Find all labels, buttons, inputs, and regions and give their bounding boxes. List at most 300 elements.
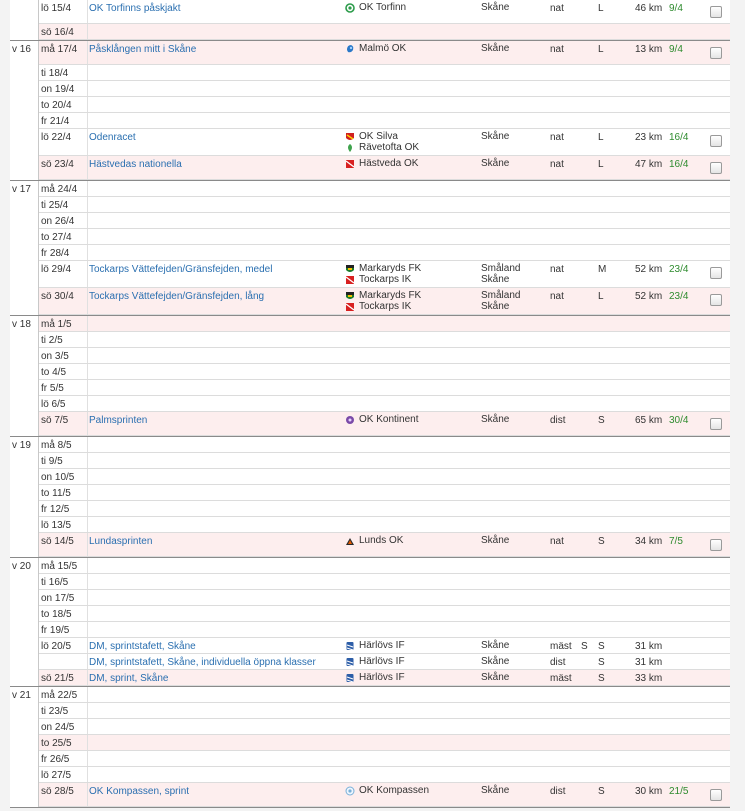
entry-deadline: 16/4 (669, 132, 689, 143)
club-logo-icon (345, 415, 355, 425)
week-group (10, 437, 730, 558)
organizer-list (345, 43, 406, 54)
column-divider (87, 412, 88, 435)
organizer-name: OK Torfinn (359, 2, 407, 13)
event-type: nat (550, 159, 564, 170)
district (481, 672, 509, 683)
day-row (39, 574, 730, 590)
entry-deadline: 9/4 (669, 3, 683, 14)
club-logo-icon (345, 44, 355, 54)
column-divider (87, 517, 88, 532)
day-date: fr 21/4 (41, 116, 70, 127)
day-row (39, 719, 730, 735)
column-divider (87, 735, 88, 750)
district-name: Skåne (481, 131, 510, 142)
day-date: fr 12/5 (41, 504, 70, 515)
club-logo-icon (345, 641, 355, 651)
distance-km: 65 km (635, 415, 663, 426)
event-flag: S (581, 641, 588, 652)
day-row (39, 622, 730, 638)
event-type: nat (550, 132, 564, 143)
day-date: ti 2/5 (41, 335, 63, 346)
column-divider (87, 703, 88, 718)
club-logo-icon (345, 264, 355, 274)
day-date: fr 28/4 (41, 248, 70, 259)
week-group (10, 316, 730, 437)
day-date: må 17/4 (41, 44, 78, 55)
event-row (39, 638, 730, 654)
district (481, 158, 509, 169)
column-divider (87, 751, 88, 766)
week-label: v 19 (12, 440, 31, 451)
week-rows (38, 41, 730, 180)
select-checkbox[interactable] (710, 267, 722, 279)
column-divider (87, 783, 88, 806)
day-row (39, 396, 730, 412)
event-name-link[interactable]: Tockarps Vättefejden/Gränsfejden, medel (89, 264, 273, 275)
organizer-name: OK Silva (359, 131, 398, 142)
column-divider (87, 0, 88, 23)
organizer (345, 131, 419, 142)
week-label: v 16 (12, 44, 31, 55)
day-date: to 27/4 (41, 232, 72, 243)
organizer (345, 263, 421, 274)
organizer-name: Lunds OK (359, 535, 404, 546)
entry-deadline: 16/4 (669, 159, 689, 170)
event-name-link[interactable]: Odenracet (89, 132, 136, 143)
district-name: Skåne (481, 301, 510, 312)
column-divider (87, 41, 88, 64)
organizer-list (345, 785, 429, 796)
distance-km: 13 km (635, 44, 663, 55)
column-divider (87, 719, 88, 734)
organizer (345, 301, 421, 312)
column-divider (87, 316, 88, 331)
event-type: mäst (550, 673, 572, 684)
club-logo-icon (345, 657, 355, 667)
week-group (10, 687, 730, 808)
organizer-list (345, 535, 403, 546)
event-name-link[interactable]: DM, sprintstafett, Skåne (89, 641, 196, 652)
organizer-name: Härlövs IF (359, 672, 405, 683)
district-name: Skåne (481, 656, 510, 667)
day-row (39, 453, 730, 469)
distance-km: 30 km (635, 786, 663, 797)
event-row (39, 783, 730, 807)
column-divider (87, 687, 88, 702)
day-row (39, 590, 730, 606)
organizer-name: Hästveda OK (359, 158, 419, 169)
organizer-name: OK Kontinent (359, 414, 419, 425)
day-date: ti 16/5 (41, 577, 69, 588)
day-row (39, 380, 730, 396)
district-name: Skåne (481, 274, 510, 285)
day-date: må 24/4 (41, 184, 78, 195)
organizer (345, 672, 405, 683)
district-name: Skåne (481, 640, 510, 651)
district-name: Skåne (481, 158, 510, 169)
organizer-name: Malmö OK (359, 43, 407, 54)
column-divider (87, 622, 88, 637)
column-divider (87, 590, 88, 605)
week-rows (38, 558, 730, 686)
organizer (345, 43, 406, 54)
column-divider (87, 380, 88, 395)
day-row (39, 517, 730, 533)
district (481, 414, 509, 425)
club-logo-icon (345, 291, 355, 301)
club-logo-icon (345, 3, 355, 13)
organizer-list (345, 2, 406, 13)
distance-km: 31 km (635, 641, 663, 652)
event-name-link[interactable]: OK Torfinns påskjakt (89, 3, 181, 14)
day-date: fr 5/5 (41, 383, 64, 394)
organizer (345, 640, 405, 651)
club-logo-icon (345, 275, 355, 285)
column-divider (87, 261, 88, 287)
event-type: dist (550, 786, 566, 797)
organizer-list (345, 158, 418, 169)
district (481, 640, 509, 651)
column-divider (87, 113, 88, 128)
day-row (39, 703, 730, 719)
day-row (39, 332, 730, 348)
event-type: dist (550, 415, 566, 426)
day-row (39, 348, 730, 364)
event-row (39, 0, 730, 24)
event-name-link[interactable]: Påsklången mitt i Skåne (89, 44, 197, 55)
event-row (39, 533, 730, 557)
select-checkbox[interactable] (710, 6, 722, 18)
club-logo-icon (345, 673, 355, 683)
distance-class: L (598, 3, 604, 14)
column-divider (87, 181, 88, 196)
column-divider (87, 453, 88, 468)
column-divider (87, 213, 88, 228)
organizer-list (345, 290, 421, 312)
day-date: on 3/5 (41, 351, 69, 362)
day-date: fr 19/5 (41, 625, 70, 636)
distance-km: 23 km (635, 132, 663, 143)
event-row (39, 261, 730, 288)
district-name: Skåne (481, 2, 510, 13)
club-logo-icon (345, 143, 355, 153)
distance-class: L (598, 132, 604, 143)
week-group (10, 41, 730, 181)
week-rows (38, 0, 730, 40)
column-divider (87, 606, 88, 621)
event-name-link[interactable]: DM, sprint, Skåne (89, 673, 169, 684)
event-row (39, 41, 730, 65)
day-row (39, 558, 730, 574)
column-divider (87, 229, 88, 244)
column-divider (87, 332, 88, 347)
day-date: lö 29/4 (41, 264, 72, 275)
week-rows (38, 316, 730, 436)
organizer-name: OK Kompassen (359, 785, 430, 796)
day-row (39, 97, 730, 113)
event-name-link[interactable]: OK Kompassen, sprint (89, 786, 190, 797)
district (481, 785, 509, 796)
organizer-list (345, 263, 421, 285)
column-divider (87, 469, 88, 484)
day-date: to 4/5 (41, 367, 67, 378)
day-date: må 1/5 (41, 319, 72, 330)
column-divider (87, 65, 88, 80)
select-checkbox[interactable] (710, 789, 722, 801)
district (481, 535, 509, 546)
day-row (39, 364, 730, 380)
column-divider (87, 24, 88, 39)
day-date: sö 21/5 (41, 673, 74, 684)
day-date: sö 23/4 (41, 159, 74, 170)
district-name: Skåne (481, 785, 510, 796)
organizer (345, 535, 403, 546)
select-checkbox[interactable] (710, 294, 722, 306)
column-divider (87, 574, 88, 589)
event-type: nat (550, 291, 564, 302)
distance-class: L (598, 159, 604, 170)
event-type: dist (550, 657, 566, 668)
distance-km: 52 km (635, 264, 663, 275)
column-divider (87, 156, 88, 179)
column-divider (87, 364, 88, 379)
distance-class: S (598, 415, 605, 426)
district-name: Småland (481, 290, 521, 301)
day-row (39, 197, 730, 213)
day-date: må 15/5 (41, 561, 78, 572)
club-logo-icon (345, 786, 355, 796)
entry-deadline: 23/4 (669, 291, 689, 302)
day-row (39, 181, 730, 197)
day-date: to 20/4 (41, 100, 72, 111)
select-checkbox[interactable] (710, 135, 722, 147)
day-date: lö 15/4 (41, 3, 72, 14)
event-type: mäst (550, 641, 572, 652)
organizer-list (345, 131, 419, 153)
column-divider (87, 654, 88, 669)
distance-km: 47 km (635, 159, 663, 170)
select-checkbox[interactable] (710, 47, 722, 59)
day-date: sö 7/5 (41, 415, 69, 426)
day-date: ti 25/4 (41, 200, 69, 211)
day-date: må 8/5 (41, 440, 72, 451)
event-name-link[interactable]: DM, sprintstafett, Skåne, individuella öppna klasser (89, 657, 316, 668)
distance-class: L (598, 44, 604, 55)
organizer-list (345, 640, 405, 651)
day-row (39, 767, 730, 783)
competition-calendar-table (10, 0, 730, 808)
event-name-link[interactable]: Hästvedas nationella (89, 159, 182, 170)
event-name-link[interactable]: Lundasprinten (89, 536, 153, 547)
column-divider (87, 638, 88, 653)
distance-km: 31 km (635, 657, 663, 668)
day-date: to 18/5 (41, 609, 72, 620)
event-name-link[interactable]: Tockarps Vättefejden/Gränsfejden, lång (89, 291, 265, 302)
distance-class: S (598, 673, 605, 684)
day-date: to 11/5 (41, 488, 71, 499)
organizer-name: Tockarps IK (359, 274, 412, 285)
distance-km: 33 km (635, 673, 663, 684)
week-rows (38, 437, 730, 557)
event-name-link[interactable]: Palmsprinten (89, 415, 148, 426)
club-logo-icon (345, 159, 355, 169)
week-label: v 18 (12, 319, 31, 330)
event-type: nat (550, 44, 564, 55)
day-row (39, 245, 730, 261)
district-name: Småland (481, 263, 521, 274)
organizer-name: Tockarps IK (359, 301, 412, 312)
column-divider (87, 670, 88, 685)
day-row (39, 501, 730, 517)
organizer-name: Rävetofta OK (359, 142, 420, 153)
day-row (39, 485, 730, 501)
day-row (39, 24, 730, 40)
week-label: v 20 (12, 561, 31, 572)
district (481, 2, 509, 13)
column-divider (87, 767, 88, 782)
day-row (39, 316, 730, 332)
event-type: nat (550, 536, 564, 547)
entry-deadline: 21/5 (669, 786, 689, 797)
entry-deadline: 30/4 (669, 415, 689, 426)
distance-class: S (598, 657, 605, 668)
organizer (345, 414, 418, 425)
distance-class: S (598, 786, 605, 797)
day-date: lö 6/5 (41, 399, 66, 410)
column-divider (87, 558, 88, 573)
organizer-name: Markaryds FK (359, 263, 422, 274)
day-date: sö 30/4 (41, 291, 74, 302)
organizer (345, 142, 419, 153)
column-divider (87, 485, 88, 500)
week-rows (38, 181, 730, 315)
district-name: Skåne (481, 672, 510, 683)
day-date: on 19/4 (41, 84, 75, 95)
column-divider (87, 501, 88, 516)
day-row (39, 751, 730, 767)
entry-deadline: 7/5 (669, 536, 683, 547)
event-row (39, 412, 730, 436)
column-divider (87, 129, 88, 155)
event-type: nat (550, 3, 564, 14)
entry-deadline: 23/4 (669, 264, 689, 275)
select-checkbox[interactable] (710, 162, 722, 174)
club-logo-icon (345, 536, 355, 546)
organizer (345, 274, 421, 285)
organizer (345, 656, 405, 667)
district-name: Skåne (481, 414, 510, 425)
day-date: on 24/5 (41, 722, 75, 733)
district (481, 131, 509, 142)
distance-km: 52 km (635, 291, 663, 302)
district (481, 263, 520, 285)
organizer-list (345, 656, 405, 667)
column-divider (87, 437, 88, 452)
day-date: on 10/5 (41, 472, 75, 483)
event-row (39, 129, 730, 156)
column-divider (87, 396, 88, 411)
organizer-list (345, 672, 405, 683)
day-row (39, 81, 730, 97)
event-row (39, 288, 730, 315)
day-date: ti 23/5 (41, 706, 69, 717)
day-date: sö 28/5 (41, 786, 74, 797)
day-date: lö 22/4 (41, 132, 72, 143)
distance-class: S (598, 641, 605, 652)
day-row (39, 229, 730, 245)
event-row (39, 654, 730, 670)
organizer-name: Härlövs IF (359, 640, 405, 651)
day-date: lö 27/5 (41, 770, 72, 781)
distance-class: L (598, 291, 604, 302)
day-date: ti 18/4 (41, 68, 69, 79)
column-divider (87, 348, 88, 363)
entry-deadline: 9/4 (669, 44, 683, 55)
column-divider (87, 533, 88, 556)
day-date: on 17/5 (41, 593, 75, 604)
organizer (345, 158, 418, 169)
day-date: lö 20/5 (41, 641, 72, 652)
day-row (39, 65, 730, 81)
district-name: Skåne (481, 43, 510, 54)
event-row (39, 156, 730, 180)
column-divider (87, 245, 88, 260)
district (481, 43, 509, 54)
column-divider (87, 97, 88, 112)
day-row (39, 687, 730, 703)
day-date: to 25/5 (41, 738, 72, 749)
day-date: må 22/5 (41, 690, 78, 701)
select-checkbox[interactable] (710, 418, 722, 430)
column-divider (87, 197, 88, 212)
district (481, 290, 520, 312)
organizer (345, 2, 406, 13)
column-divider (87, 81, 88, 96)
day-row (39, 735, 730, 751)
day-row (39, 469, 730, 485)
organizer-name: Härlövs IF (359, 656, 405, 667)
event-row (39, 670, 730, 686)
organizer-name: Markaryds FK (359, 290, 422, 301)
day-row (39, 606, 730, 622)
distance-km: 46 km (635, 3, 663, 14)
week-label: v 17 (12, 184, 31, 195)
district-name: Skåne (481, 535, 510, 546)
select-checkbox[interactable] (710, 539, 722, 551)
district (481, 656, 509, 667)
day-row (39, 437, 730, 453)
distance-class: M (598, 264, 607, 275)
day-row (39, 213, 730, 229)
day-date: fr 26/5 (41, 754, 70, 765)
club-logo-icon (345, 132, 355, 142)
day-date: on 26/4 (41, 216, 75, 227)
week-label: v 21 (12, 690, 31, 701)
day-date: lö 13/5 (41, 520, 72, 531)
column-divider (87, 288, 88, 314)
day-row (39, 113, 730, 129)
week-group (10, 0, 730, 41)
organizer (345, 785, 429, 796)
day-date: sö 14/5 (41, 536, 74, 547)
week-rows (38, 687, 730, 807)
week-group (10, 558, 730, 687)
event-type: nat (550, 264, 564, 275)
club-logo-icon (345, 302, 355, 312)
day-date: sö 16/4 (41, 27, 74, 38)
organizer-list (345, 414, 418, 425)
